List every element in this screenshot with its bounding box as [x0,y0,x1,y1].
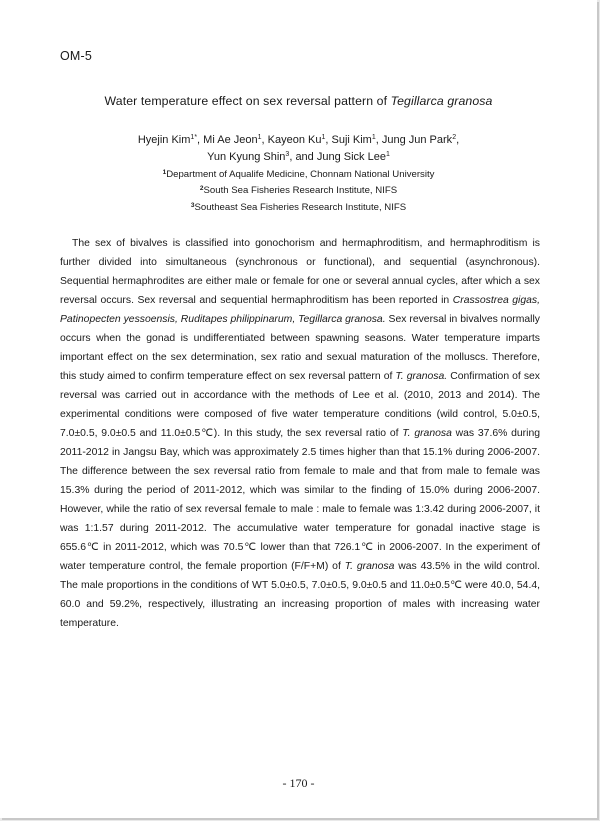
species-list: Crassostrea gigas, Patinopecten yessoensis, Ruditapes philippinarum, Tegillarca granosa. [60,295,540,325]
affiliation-mark: 3 [190,202,195,209]
author-name: Yun Kyung Shin [207,151,286,163]
author-name: Suji Kim [331,134,372,146]
abstract-body: The sex of bivalves is classified into gonochorism and hermaphroditism, and hermaphroditism is further divided into simultaneous (synchronous or functional), and sequential (asynchronous). Sequential hermaphrodites are either male or female for one or several annual cycles, after which a sex reversal occurs. Sex reversal and sequential hermaphroditism has been reported in Crassostrea gigas, Patinopecten yessoensis, Ruditapes philippinarum, Tegillarca granosa. Sex reversal in bivalves normally occurs when the gonad is undifferentiated between spawning seasons. Water temperature imparts important effect on the sex determination, sex ratio and sexual maturation of the molluscs. Therefore, this study aimed to confirm temperature effect on sex reversal pattern of T. granosa. Confirmation of sex reversal was carried out in accordance with the methods of Lee et al. (2010, 2013 and 2014). The experimental conditions were composed of five water temperature conditions (wild control, 5.0±0.5, 7.0±0.5, 9.0±0.5 and 11.0±0.5℃). In this study, the sex reversal ratio of T. granosa was 37.6% during 2011-2012 in Jangsu Bay, which was approximately 2.5 times higher than that 15.1% during 2006-2007. The difference between the sex reversal ratio from female to male and that from male to female was 15.3% during the period of 2011-2012, which was similar to the finding of 15.0% during 2006-2007. However, while the ratio of sex reversal female to male : male to female was 1:3.42 during 2006-2007, it was 1:1.57 during 2011-2012. The accumulative water temperature for gonadal inactive stage is 655.6℃ in 2011-2012, which was 70.5℃ lower than that 726.1℃ in 2006-2007. In the experiment of water temperature control, the female proportion (F/F+M) of T. granosa was 43.5% in the wild control. The male proportions in the conditions of WT 5.0±0.5, 7.0±0.5, 9.0±0.5 and 11.0±0.5℃ were 40.0, 54.4, 60.0 and 59.2%, respectively, illustrating an increasing proportion of males with increasing water temperature. [60,238,541,629]
author-line-2: Yun Kyung Shin$^3$, and Jung Sick Lee$^1$ [207,151,390,163]
affiliation-3 [0,202,597,213]
author-name: Kayeon Ku [267,134,322,146]
author-affiliation-mark: 1 [321,134,326,141]
author-affiliation-mark: 1* [190,134,198,141]
author-affiliation-mark: 1 [385,151,390,158]
affiliation-text: Department of Aqualife Medicine, Chonnam National University [166,169,435,180]
affiliation-1 [0,169,597,180]
title-species: Tegillarca granosa [390,94,493,108]
author-name: Hyejin Kim [137,134,191,146]
species-name: T. granosa [344,561,395,572]
title-text: Water temperature effect on sex reversal pattern of [104,94,391,108]
author-affiliation-mark: 1 [371,134,376,141]
affiliation-text: Southeast Sea Fisheries Research Institute, NIFS [194,202,407,213]
author-line-1: Hyejin Kim$^{1*}$, Mi Ae Jeon$^1$, Kayeon Ku$^1$, Suji Kim$^1$, Jung Jun Park$^2$, [137,134,460,146]
affiliation-mark: 2 [199,185,204,192]
species-name: T. granosa [402,428,452,439]
author-name: Jung Jun Park [381,134,453,146]
page-number: - 170 - [282,776,315,790]
author-name: Mi Ae Jeon [203,134,258,146]
affiliation-text: South Sea Fisheries Research Institute, NIFS [203,185,398,196]
paper-title [0,94,597,108]
author-affiliation-mark: 1 [257,134,262,141]
author-affiliation-mark: 3 [285,151,290,158]
affiliation-2 [0,185,597,196]
author-list [0,132,597,166]
author-name: Jung Sick Lee [316,151,386,163]
species-name: T. granosa. [395,371,448,382]
author-affiliation-mark: 2 [452,134,457,141]
affiliation-mark: 1 [162,169,167,176]
session-code: OM-5 [60,49,93,63]
